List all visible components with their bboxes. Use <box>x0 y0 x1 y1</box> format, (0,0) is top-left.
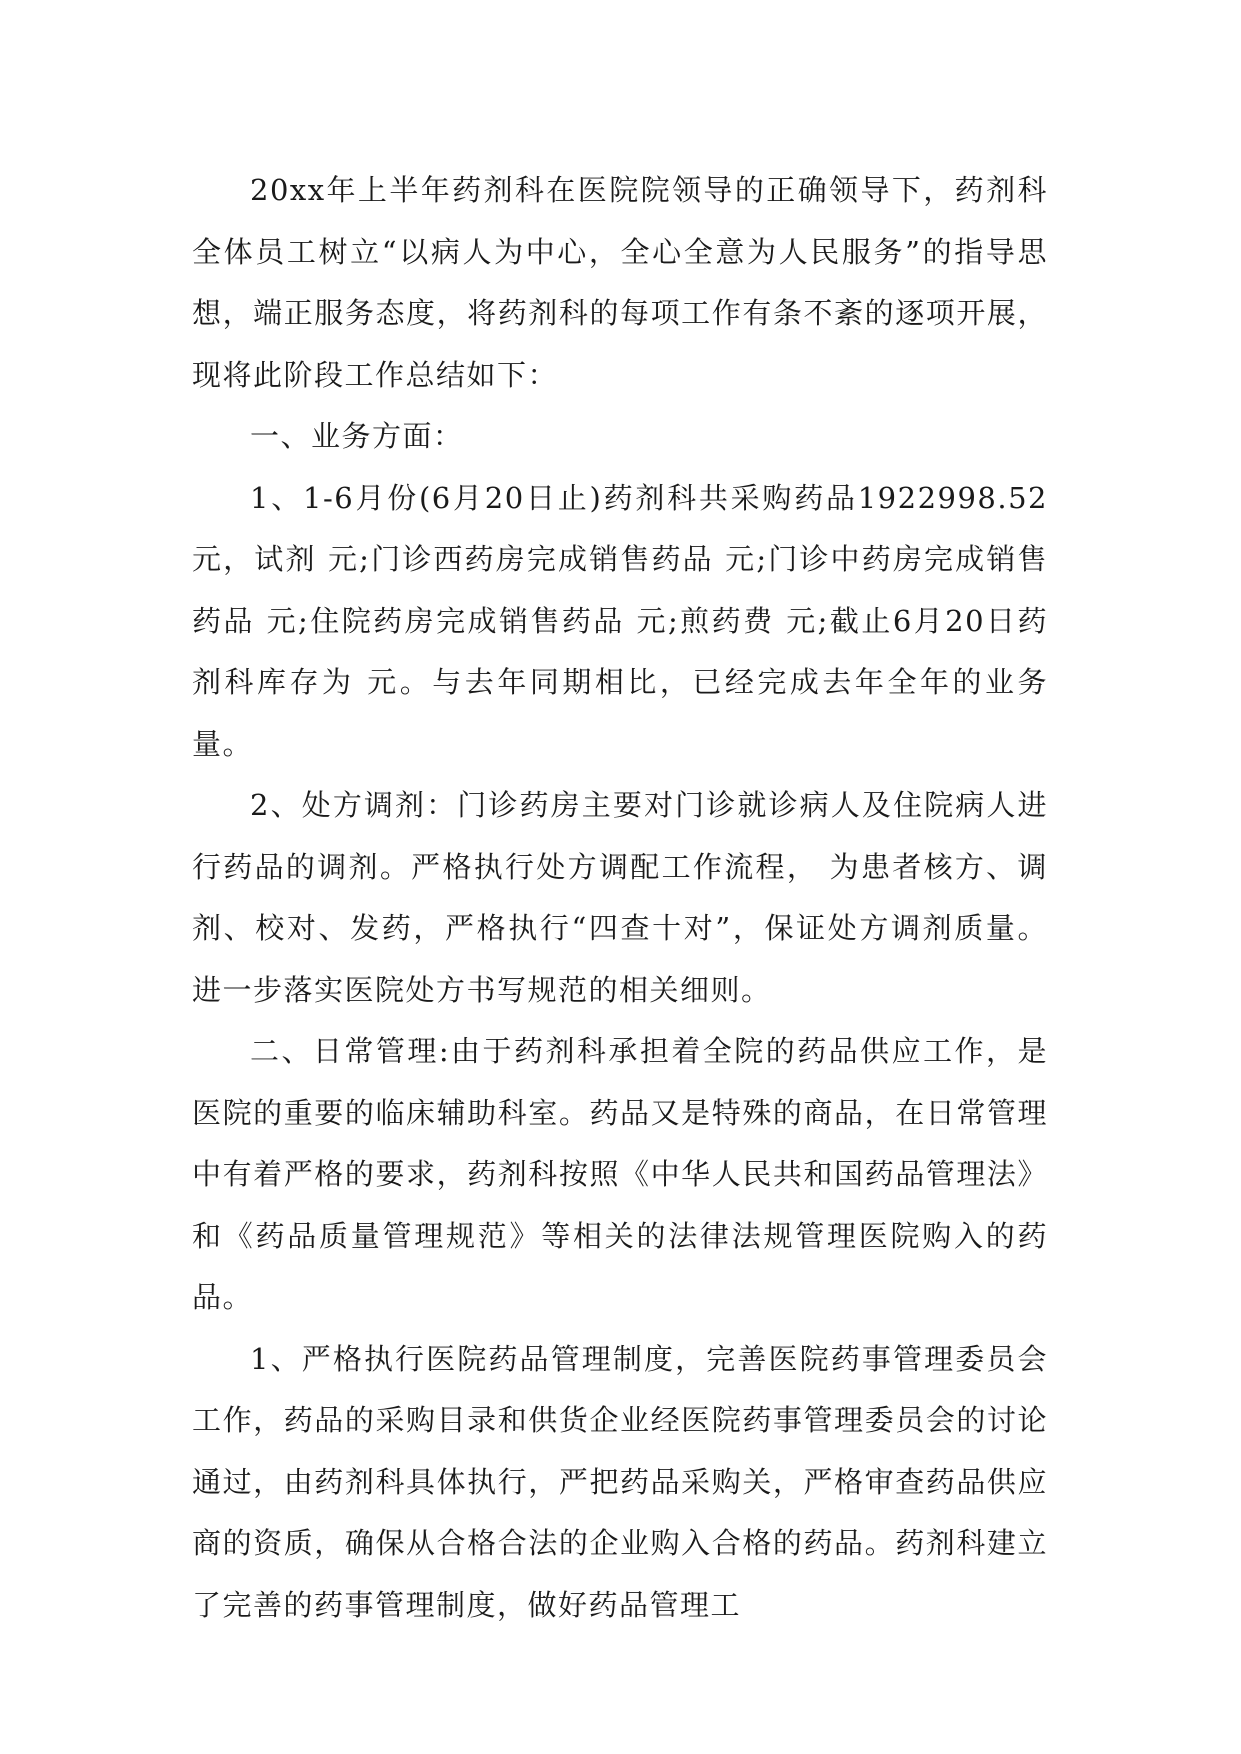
paragraph-drug-management-system: 1、严格执行医院药品管理制度，完善医院药事管理委员会工作，药品的采购目录和供货企业经医院药事管理委员会的讨论通过，由药剂科具体执行，严把药品采购关，严格审查药品供应商的资质，确保从合格合法的企业购入合格的药品。药剂科建立了完善的药事管理制度，做好药品管理工 <box>192 1341 1048 1622</box>
paragraph-daily-management: 二、日常管理:由于药剂科承担着全院的药品供应工作，是医院的重要的临床辅助科室。药品又是特殊的商品，在日常管理中有着严格的要求，药剂科按照《中华人民共和国药品管理法》和《药品质量管理规范》等相关的法律法规管理医院购入的药品。 <box>192 1034 1048 1314</box>
paragraph-prescription: 2、处方调剂：门诊药房主要对门诊就诊病人及住院病人进行药品的调剂。严格执行处方调配工作流程， 为患者核方、调剂、校对、发药，严格执行“四查十对”，保证处方调剂质量。进一步落实医院处方书写规范的相关细则。 <box>192 788 1048 1007</box>
paragraph-procurement: 1、1-6月份(6月20日止)药剂科共采购药品1922998.52元，试剂 元;门诊西药房完成销售药品 元;门诊中药房完成销售药品 元;住院药房完成销售药品 元;煎药费 元;截止6月20日药剂科库存为 元。与去年同期相比，已经完成去年全年的业务量。 <box>192 480 1048 761</box>
heading-business: 一、业务方面： <box>250 419 464 453</box>
document-body <box>192 160 1048 1636</box>
paragraph-intro: 20xx年上半年药剂科在医院院领导的正确领导下，药剂科全体员工树立“以病人为中心，全心全意为人民服务”的指导思想，端正服务态度，将药剂科的每项工作有条不紊的逐项开展，现将此阶段工作总结如下： <box>192 173 1048 392</box>
